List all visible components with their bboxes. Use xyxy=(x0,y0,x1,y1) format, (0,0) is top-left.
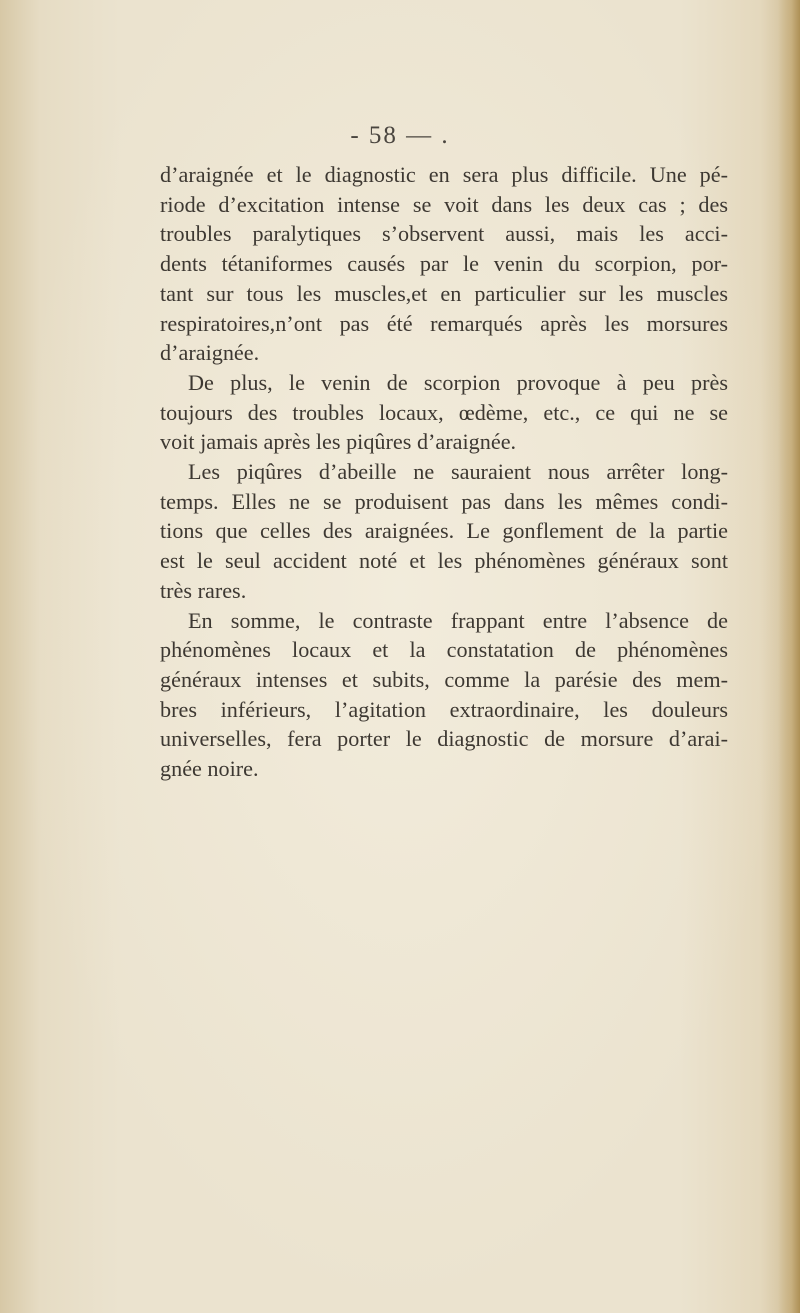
text-line: d’araignée et le diagnostic en sera plus difficile. Une pé- xyxy=(160,162,728,187)
page-edge-shadow xyxy=(778,0,800,1313)
text-line: respiratoires,n’ont pas été remarqués après les morsures xyxy=(160,310,728,336)
paragraph-2 xyxy=(160,368,728,457)
text-line: troubles paralytiques s’observent aussi, mais les acci- xyxy=(160,221,728,247)
text-line: phénomènes locaux et la constatation de phénomènes xyxy=(160,637,728,663)
text-line: gnée noire. xyxy=(160,756,259,782)
paragraph-3 xyxy=(160,457,728,606)
text-line: temps. Elles ne se produisent pas dans les mêmes condi- xyxy=(160,488,728,514)
page-number: - 58 — . xyxy=(350,122,450,149)
text-line: est le seul accident noté et les phénomènes généraux sont xyxy=(160,548,728,574)
text-line: d’araignée. xyxy=(160,340,260,366)
text-line: bres inférieurs, l’agitation extraordinaire, les douleurs xyxy=(160,696,728,722)
text-line: voit jamais après les piqûres d’araignée. xyxy=(160,429,517,455)
paragraph-1 xyxy=(160,160,728,368)
text-line: très rares. xyxy=(160,577,247,603)
text-line: universelles, fera porter le diagnostic de morsure d’arai- xyxy=(160,726,728,752)
text-line: En somme, le contraste frappant entre l’absence de xyxy=(188,607,728,633)
text-line: De plus, le venin de scorpion provoque à peu près xyxy=(188,369,728,395)
body-text xyxy=(160,160,728,784)
text-line: généraux intenses et subits, comme la parésie des mem- xyxy=(160,666,728,692)
text-line: tant sur tous les muscles,et en particulier sur les muscles xyxy=(160,280,728,306)
text-line: dents tétaniformes causés par le venin du scorpion, por- xyxy=(160,251,728,277)
text-line: tions que celles des araignées. Le gonflement de la partie xyxy=(160,518,728,544)
text-line: Les piqûres d’abeille ne sauraient nous arrêter long- xyxy=(188,459,728,485)
text-line: toujours des troubles locaux, œdème, etc., ce qui ne se xyxy=(160,399,728,425)
text-line: riode d’excitation intense se voit dans les deux cas ; des xyxy=(160,191,728,217)
paragraph-4 xyxy=(160,606,728,784)
